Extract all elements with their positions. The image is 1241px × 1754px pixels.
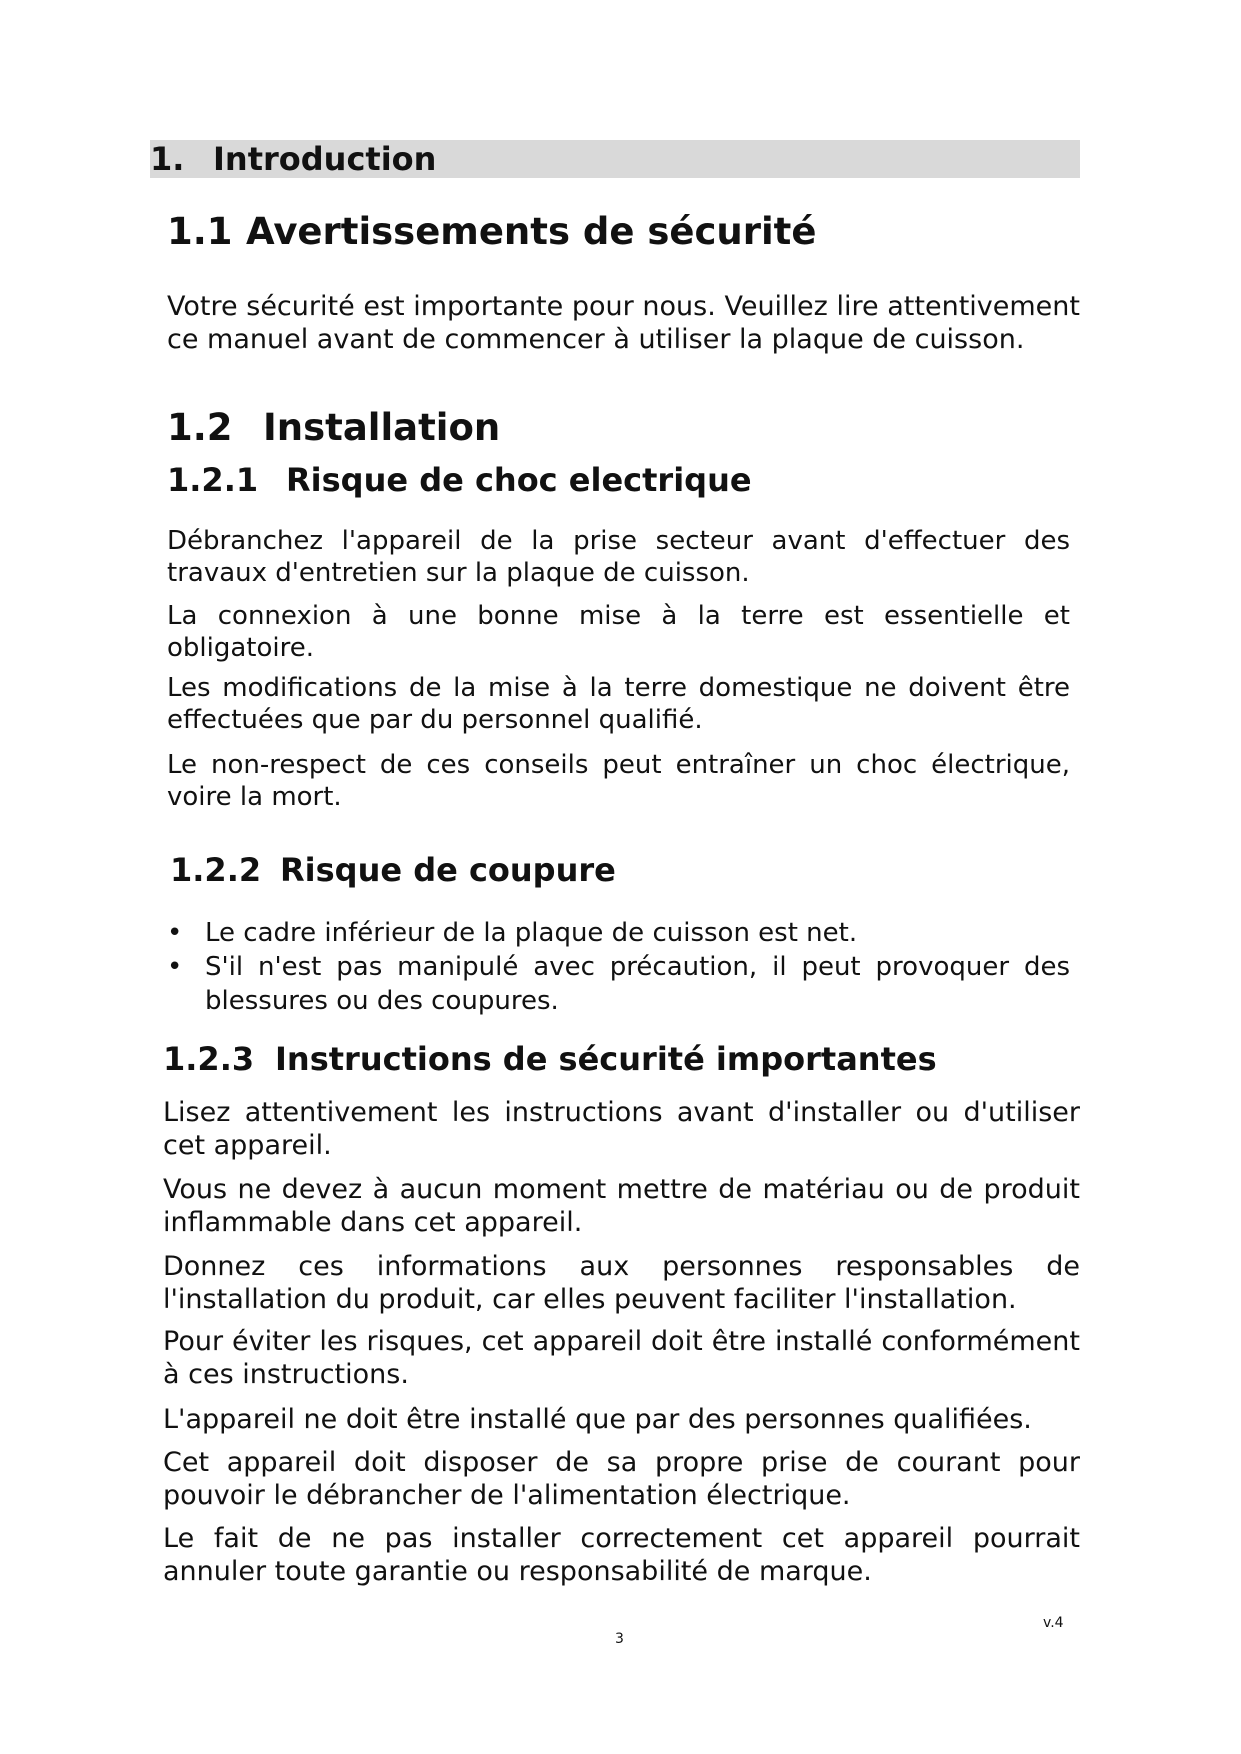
- section-1-2-3-paragraph-4: Pour éviter les risques, cet appareil doit être installé conformément à ces instructions.: [163, 1326, 1080, 1390]
- section-1-2-title: Installation: [263, 406, 501, 449]
- section-1-1-paragraph: Votre sécurité est importante pour nous. Veuillez lire attentivement ce manuel avant de commencer à utiliser la plaque de cuisson.: [167, 291, 1080, 355]
- chapter-heading-bar: [150, 140, 1080, 178]
- section-1-2-3-paragraph-2: Vous ne devez à aucun moment mettre de matériau ou de produit inflammable dans cet appareil.: [163, 1174, 1080, 1238]
- section-1-2-1-number: 1.2.1: [167, 461, 259, 499]
- chapter-number: 1.: [150, 140, 185, 178]
- bullet-icon: •: [167, 918, 183, 948]
- section-1-1-number: 1.1: [167, 210, 233, 253]
- bullet-text: S'il n'est pas manipulé avec précaution, il peut provoquer des blessures ou des coupures.: [205, 952, 1070, 1016]
- list-item: [167, 916, 1070, 950]
- section-1-2-3-paragraph-3: Donnez ces informations aux personnes responsables de l'installation du produit, car elles peuvent faciliter l'installation.: [163, 1251, 1080, 1315]
- section-1-2-1-paragraph-3: Les modifications de la mise à la terre domestique ne doivent être effectuées que par du personnel qualifié.: [167, 673, 1070, 735]
- version-label: v.4: [1043, 1615, 1064, 1631]
- page-number: 3: [615, 1631, 624, 1647]
- section-1-2-2-bullet-list: [167, 916, 1070, 1018]
- section-1-2-2-number: 1.2.2: [170, 851, 262, 889]
- section-1-2-1-paragraph-4: Le non-respect de ces conseils peut entraîner un choc électrique, voire la mort.: [167, 750, 1070, 812]
- section-1-1-title: Avertissements de sécurité: [246, 210, 817, 253]
- section-1-2-2-title: Risque de coupure: [280, 851, 616, 889]
- section-1-2-3-paragraph-1: Lisez attentivement les instructions avant d'installer ou d'utiliser cet appareil.: [163, 1097, 1080, 1161]
- section-1-2-1-paragraph-2: La connexion à une bonne mise à la terre est essentielle et obligatoire.: [167, 601, 1070, 663]
- chapter-title: Introduction: [213, 140, 437, 178]
- bullet-text: Le cadre inférieur de la plaque de cuisson est net.: [205, 918, 858, 948]
- section-1-2-1-title: Risque de choc electrique: [286, 461, 752, 499]
- list-item: [167, 950, 1070, 1018]
- section-1-2-number: 1.2: [167, 406, 233, 449]
- section-1-2-3-paragraph-7: Le fait de ne pas installer correctement cet appareil pourrait annuler toute garantie ou responsabilité de marque.: [163, 1523, 1080, 1587]
- bullet-icon: •: [167, 952, 183, 982]
- section-1-2-3-title: Instructions de sécurité importantes: [275, 1040, 937, 1078]
- section-1-2-3-paragraph-6: Cet appareil doit disposer de sa propre prise de courant pour pouvoir le débrancher de l'alimentation électrique.: [163, 1447, 1080, 1511]
- section-1-2-1-paragraph-1: Débranchez l'appareil de la prise secteur avant d'effectuer des travaux d'entretien sur la plaque de cuisson.: [167, 526, 1070, 588]
- section-1-2-3-number: 1.2.3: [163, 1040, 255, 1078]
- section-1-2-3-paragraph-5: L'appareil ne doit être installé que par des personnes qualifiées.: [163, 1404, 1032, 1435]
